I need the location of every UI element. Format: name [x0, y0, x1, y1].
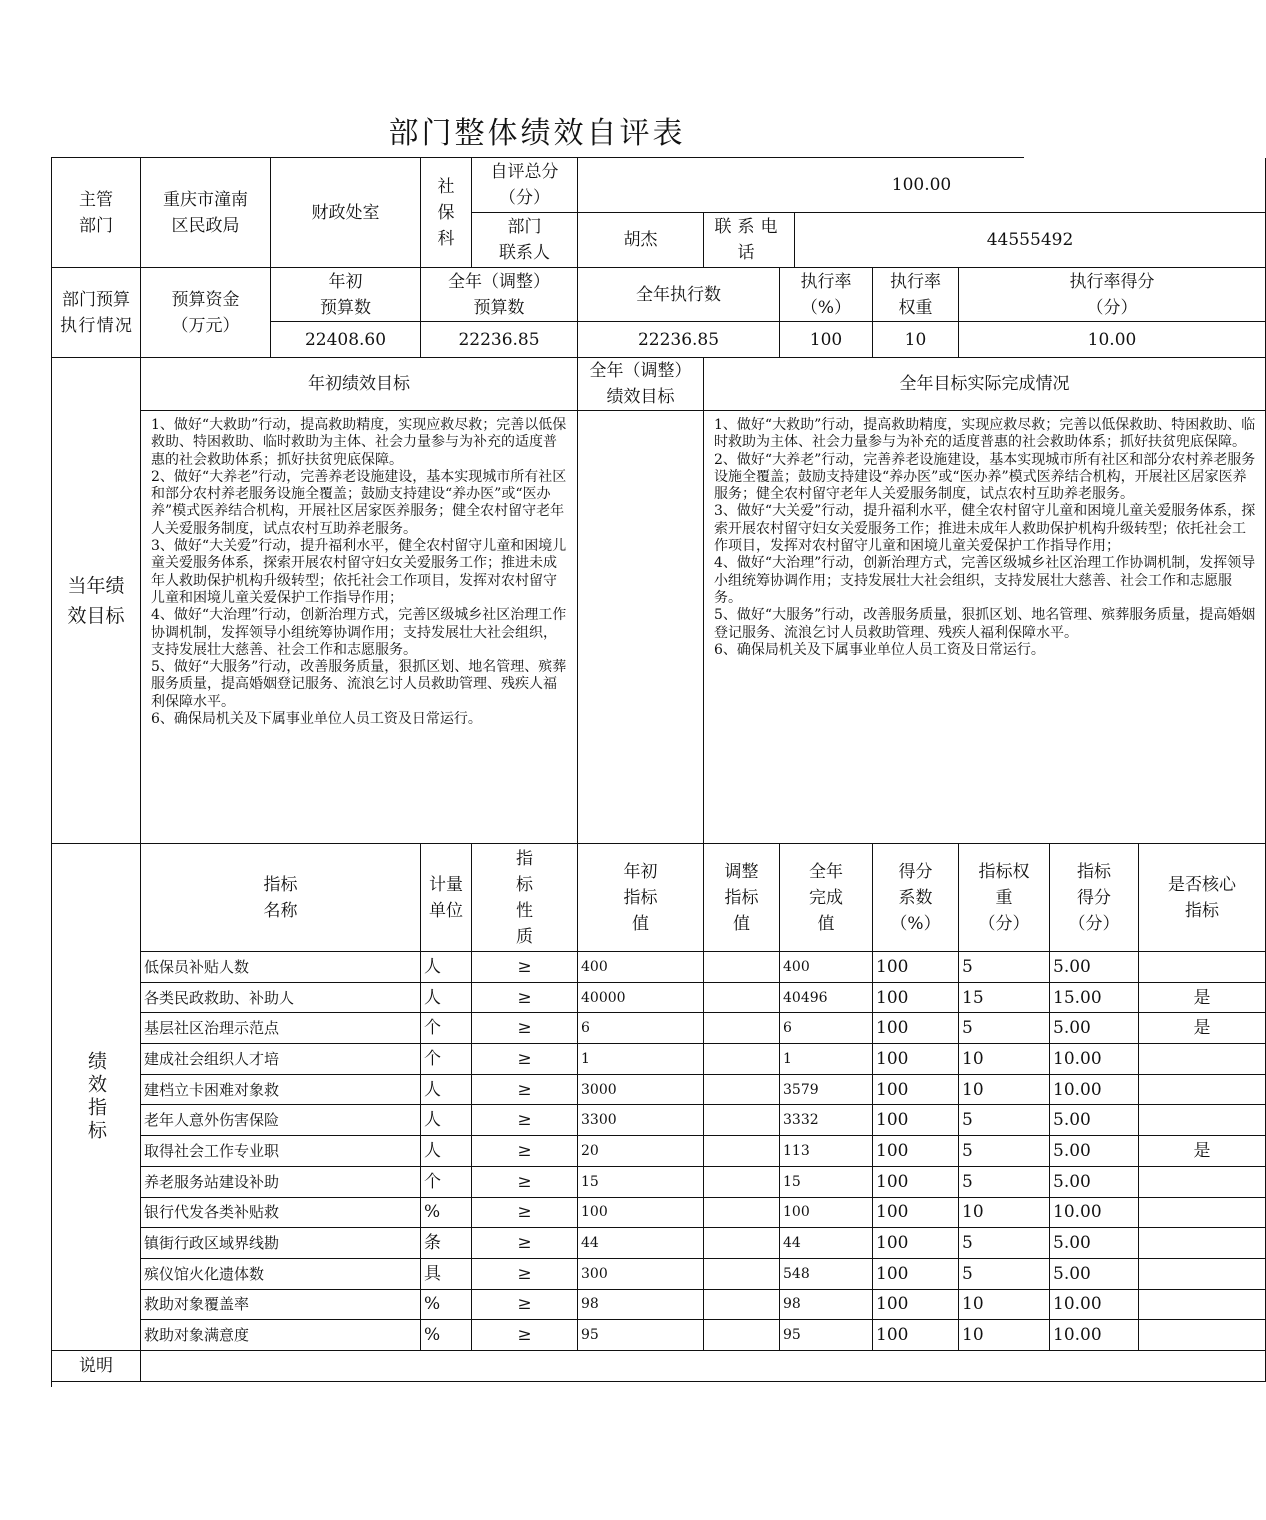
indicator-weight: 5 [959, 952, 1050, 983]
indicator-weight: 5 [959, 1136, 1050, 1167]
indicator-nature: ≥ [472, 1167, 578, 1198]
indicator-initial-value: 300 [578, 1259, 704, 1290]
budget-col-initial: 年初 预算数 [271, 268, 421, 322]
indicator-adjusted-value [704, 1167, 780, 1198]
indicator-nature: ≥ [472, 952, 578, 983]
indicator-weight: 5 [959, 1013, 1050, 1044]
indicator-actual-value: 44 [780, 1228, 873, 1259]
phone-value: 44555492 [795, 213, 1266, 268]
indicator-name: 基层社区治理示范点 [141, 1013, 421, 1044]
indicator-score-coefficient: 100 [873, 1228, 959, 1259]
indicator-actual-value: 40496 [780, 983, 873, 1014]
contact-label: 部门 联系人 [472, 213, 578, 268]
indicator-initial-value: 95 [578, 1320, 704, 1351]
indicator-unit: 个 [421, 1044, 472, 1075]
indicator-initial-value: 100 [578, 1198, 704, 1229]
indicator-score-coefficient: 100 [873, 1320, 959, 1351]
indicator-core-flag [1139, 1259, 1266, 1290]
indicator-unit: % [421, 1290, 472, 1321]
indicator-initial-value: 6 [578, 1013, 704, 1044]
indicator-score-coefficient: 100 [873, 1013, 959, 1044]
indicator-score-coefficient: 100 [873, 983, 959, 1014]
indicator-core-flag [1139, 1167, 1266, 1198]
indicator-adjusted-value [704, 1320, 780, 1351]
goals-actual-text: 1、做好“大救助”行动，提高救助精度，实现应救尽救；完善以低保救助、特困救助、临时救助为主体、社会力量参与为补充的适度普惠的社会救助体系；抓好扶贫兜底保障。 2、做好“大养老”行动，完善养老设施建设，基本实现城市所有社区和部分农村养老服务设施全覆盖；鼓励支持建设“养办医”或“医办养”模式医养结合机构，开展社区居家医养服务；健全农村留守老年人关爱服务制度，试点农村互助养老服务。 3、做好“大关爱”行动，提升福利水平，健全农村留守儿童和困境儿童关爱服务体系，探索开展农村留守妇女关爱服务工作；推进未成年人救助保护机构升级转型；依托社会工作项目，发挥对农村留守儿童和困境儿童关爱保护工作指导作用； 4、做好“大治理”行动，创新治理方式，完善区级城乡社区治理工作协调机制，发挥领导小组统筹协调作用；支持发展壮大社会组织，支持发展壮大慈善、社会工作和志愿服务。 5、做好“大服务”行动，改善服务质量，狠抓区划、地名管理、殡葬服务质量，提高婚姻登记服务、流浪乞讨人员救助管理、残疾人福利保障水平。 6、确保局机关及下属事业单位人员工资及日常运行。 [704, 411, 1266, 844]
header-indicator-name: 指标 名称 [141, 844, 421, 952]
budget-col-weight: 执行率 权重 [873, 268, 959, 322]
budget-col-score: 执行率得分 （分） [959, 268, 1266, 322]
office: 财政处室 [271, 158, 421, 268]
indicator-initial-value: 15 [578, 1167, 704, 1198]
indicator-nature: ≥ [472, 1075, 578, 1106]
indicator-name: 银行代发各类补贴救 [141, 1198, 421, 1229]
indicator-actual-value: 95 [780, 1320, 873, 1351]
budget-col-rate: 执行率 （%） [780, 268, 873, 322]
indicator-actual-value: 100 [780, 1198, 873, 1229]
indicator-initial-value: 20 [578, 1136, 704, 1167]
indicator-adjusted-value [704, 1228, 780, 1259]
page-title: 部门整体绩效自评表 [388, 116, 686, 151]
indicator-score: 5.00 [1050, 1013, 1139, 1044]
header-initial-value: 年初 指标 值 [578, 844, 704, 952]
indicator-score-coefficient: 100 [873, 1136, 959, 1167]
goals-row-label: 当年绩 效目标 [52, 358, 141, 844]
indicator-nature: ≥ [472, 1044, 578, 1075]
indicator-core-flag [1139, 1228, 1266, 1259]
indicator-score: 5.00 [1050, 1228, 1139, 1259]
indicator-unit: 人 [421, 1075, 472, 1106]
indicator-nature: ≥ [472, 1290, 578, 1321]
goals-adjusted-text [578, 411, 704, 844]
indicator-unit: 人 [421, 1105, 472, 1136]
indicator-unit: 具 [421, 1259, 472, 1290]
header-adjusted-value: 调整 指标 值 [704, 844, 780, 952]
indicator-name: 救助对象满意度 [141, 1320, 421, 1351]
indicator-name: 老年人意外伤害保险 [141, 1105, 421, 1136]
indicator-initial-value: 1 [578, 1044, 704, 1075]
indicator-actual-value: 400 [780, 952, 873, 983]
budget-row-label: 部门预算执行情况 [52, 268, 141, 358]
indicator-core-flag [1139, 1044, 1266, 1075]
indicator-weight: 5 [959, 1259, 1050, 1290]
indicator-name: 取得社会工作专业职 [141, 1136, 421, 1167]
indicator-score: 10.00 [1050, 1320, 1139, 1351]
indicator-core-flag [1139, 1198, 1266, 1229]
indicator-nature: ≥ [472, 1105, 578, 1136]
indicator-score: 5.00 [1050, 1259, 1139, 1290]
indicator-nature: ≥ [472, 1198, 578, 1229]
indicator-unit: % [421, 1320, 472, 1351]
budget-rate: 100 [780, 322, 873, 358]
indicator-score: 10.00 [1050, 1198, 1139, 1229]
indicator-name: 建档立卡困难对象救 [141, 1075, 421, 1106]
indicator-adjusted-value [704, 1044, 780, 1075]
budget-adjusted: 22236.85 [421, 322, 578, 358]
indicator-score-coefficient: 100 [873, 1044, 959, 1075]
indicator-actual-value: 6 [780, 1013, 873, 1044]
indicator-score-coefficient: 100 [873, 1105, 959, 1136]
indicator-score: 5.00 [1050, 1136, 1139, 1167]
indicator-nature: ≥ [472, 1320, 578, 1351]
section: 社 保 科 [421, 158, 472, 268]
indicator-actual-value: 113 [780, 1136, 873, 1167]
indicator-name: 各类民政救助、补助人 [141, 983, 421, 1014]
budget-executed: 22236.85 [578, 322, 780, 358]
indicator-name: 建成社会组织人才培 [141, 1044, 421, 1075]
dept-label: 主管 部门 [52, 158, 141, 268]
indicator-name: 低保员补贴人数 [141, 952, 421, 983]
header-score-coefficient: 得分 系数 （%） [873, 844, 959, 952]
indicator-weight: 5 [959, 1228, 1050, 1259]
goals-col-initial: 年初绩效目标 [141, 358, 578, 411]
indicator-core-flag [1139, 1320, 1266, 1351]
header-actual-value: 全年 完成 值 [780, 844, 873, 952]
indicator-actual-value: 3332 [780, 1105, 873, 1136]
indicator-score: 10.00 [1050, 1075, 1139, 1106]
note-value [141, 1351, 1266, 1382]
goals-initial-text: 1、做好“大救助”行动，提高救助精度，实现应救尽救；完善以低保救助、特困救助、临时救助为主体、社会力量参与为补充的适度普惠的社会救助体系；抓好扶贫兜底保障。 2、做好“大养老”行动，完善养老设施建设，基本实现城市所有社区和部分农村养老服务设施全覆盖；鼓励支持建设“养办医”或“医办养”模式医养结合机构，开展社区居家医养服务；健全农村留守老年人关爱服务制度，试点农村互助养老服务。 3、做好“大关爱”行动，提升福利水平，健全农村留守儿童和困境儿童关爱服务体系，探索开展农村留守妇女关爱服务工作；推进未成年人救助保护机构升级转型；依托社会工作项目，发挥对农村留守儿童和困境儿童关爱保护工作指导作用； 4、做好“大治理”行动，创新治理方式，完善区级城乡社区治理工作协调机制，发挥领导小组统筹协调作用；支持发展壮大社会组织，支持发展壮大慈善、社会工作和志愿服务。 5、做好“大服务”行动，改善服务质量，狠抓区划、地名管理、殡葬服务质量，提高婚姻登记服务、流浪乞讨人员救助管理、残疾人福利保障水平。 6、确保局机关及下属事业单位人员工资及日常运行。 [141, 411, 578, 844]
indicator-initial-value: 400 [578, 952, 704, 983]
indicator-unit: % [421, 1198, 472, 1229]
budget-col-adjusted: 全年（调整） 预算数 [421, 268, 578, 322]
indicator-name: 镇街行政区域界线勘 [141, 1228, 421, 1259]
indicator-score: 10.00 [1050, 1044, 1139, 1075]
indicator-weight: 10 [959, 1075, 1050, 1106]
header-core-indicator: 是否核心 指标 [1139, 844, 1266, 952]
indicator-adjusted-value [704, 1105, 780, 1136]
indicator-nature: ≥ [472, 1136, 578, 1167]
performance-table [51, 157, 1256, 1387]
score-value: 100.00 [578, 158, 1266, 213]
indicator-weight: 10 [959, 1198, 1050, 1229]
indicator-actual-value: 3579 [780, 1075, 873, 1106]
indicator-score: 5.00 [1050, 1105, 1139, 1136]
indicator-score: 10.00 [1050, 1290, 1139, 1321]
indicator-initial-value: 98 [578, 1290, 704, 1321]
indicator-weight: 10 [959, 1320, 1050, 1351]
indicator-score: 5.00 [1050, 1167, 1139, 1198]
goals-col-adjusted: 全年（调整） 绩效目标 [578, 358, 704, 411]
indicator-unit: 人 [421, 1136, 472, 1167]
indicator-score: 15.00 [1050, 983, 1139, 1014]
indicator-score: 5.00 [1050, 952, 1139, 983]
indicator-name: 养老服务站建设补助 [141, 1167, 421, 1198]
indicator-adjusted-value [704, 1259, 780, 1290]
budget-initial: 22408.60 [271, 322, 421, 358]
indicator-weight: 10 [959, 1290, 1050, 1321]
indicator-core-flag: 是 [1139, 983, 1266, 1014]
indicator-adjusted-value [704, 952, 780, 983]
header-score: 指标 得分 （分） [1050, 844, 1139, 952]
indicator-adjusted-value [704, 1198, 780, 1229]
indicator-weight: 10 [959, 1044, 1050, 1075]
indicator-score-coefficient: 100 [873, 952, 959, 983]
indicator-adjusted-value [704, 1290, 780, 1321]
indicator-initial-value: 3300 [578, 1105, 704, 1136]
indicator-adjusted-value [704, 1136, 780, 1167]
indicator-unit: 个 [421, 1013, 472, 1044]
indicators-row-label: 绩效指标 [52, 844, 141, 1351]
indicator-nature: ≥ [472, 1228, 578, 1259]
indicator-core-flag: 是 [1139, 1136, 1266, 1167]
indicator-core-flag [1139, 1290, 1266, 1321]
indicator-weight: 15 [959, 983, 1050, 1014]
indicator-name: 救助对象覆盖率 [141, 1290, 421, 1321]
indicator-unit: 人 [421, 983, 472, 1014]
budget-score: 10.00 [959, 322, 1266, 358]
indicator-adjusted-value [704, 1013, 780, 1044]
phone-label: 联系电 话 [704, 213, 795, 268]
indicator-core-flag [1139, 1075, 1266, 1106]
indicator-nature: ≥ [472, 983, 578, 1014]
dept-name: 重庆市潼南 区民政局 [141, 158, 271, 268]
indicator-unit: 个 [421, 1167, 472, 1198]
budget-weight: 10 [873, 322, 959, 358]
indicator-actual-value: 98 [780, 1290, 873, 1321]
indicator-score-coefficient: 100 [873, 1167, 959, 1198]
indicator-actual-value: 548 [780, 1259, 873, 1290]
header-unit: 计量 单位 [421, 844, 472, 952]
indicator-score-coefficient: 100 [873, 1290, 959, 1321]
indicator-core-flag: 是 [1139, 1013, 1266, 1044]
indicator-weight: 5 [959, 1105, 1050, 1136]
note-label: 说明 [52, 1351, 141, 1382]
indicator-nature: ≥ [472, 1013, 578, 1044]
header-weight: 指标权 重 （分） [959, 844, 1050, 952]
indicator-initial-value: 44 [578, 1228, 704, 1259]
indicator-score-coefficient: 100 [873, 1075, 959, 1106]
indicator-score-coefficient: 100 [873, 1259, 959, 1290]
contact-name: 胡杰 [578, 213, 704, 268]
indicator-weight: 5 [959, 1167, 1050, 1198]
indicator-unit: 条 [421, 1228, 472, 1259]
indicator-nature: ≥ [472, 1259, 578, 1290]
header-nature: 指 标 性 质 [472, 844, 578, 952]
indicator-initial-value: 40000 [578, 983, 704, 1014]
indicator-core-flag [1139, 1105, 1266, 1136]
budget-fund-label: 预算资金 （万元） [141, 268, 271, 358]
indicator-adjusted-value [704, 983, 780, 1014]
indicator-actual-value: 15 [780, 1167, 873, 1198]
indicator-unit: 人 [421, 952, 472, 983]
indicator-actual-value: 1 [780, 1044, 873, 1075]
budget-col-executed: 全年执行数 [578, 268, 780, 322]
score-label: 自评总分 （分） [472, 158, 578, 213]
goals-col-actual: 全年目标实际完成情况 [704, 358, 1266, 411]
indicator-name: 殡仪馆火化遗体数 [141, 1259, 421, 1290]
indicator-core-flag [1139, 952, 1266, 983]
indicator-score-coefficient: 100 [873, 1198, 959, 1229]
indicator-initial-value: 3000 [578, 1075, 704, 1106]
indicator-adjusted-value [704, 1075, 780, 1106]
